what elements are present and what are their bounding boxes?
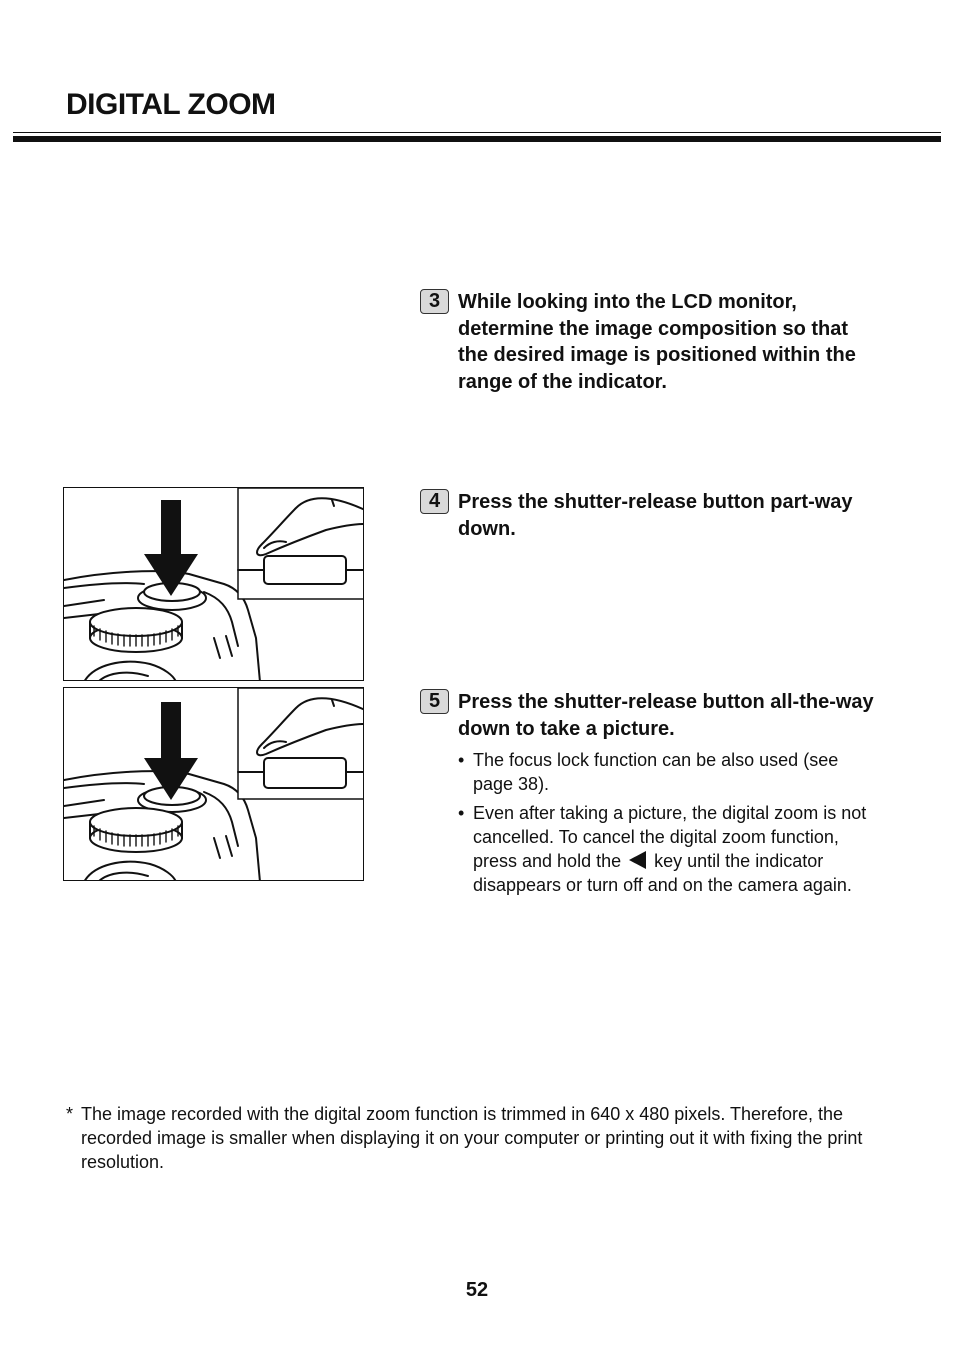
shutter-full-press-illustration bbox=[63, 687, 364, 881]
step-3 bbox=[420, 289, 880, 395]
step-number-badge: 5 bbox=[420, 689, 449, 714]
step-text: Press the shutter-release button all-the-way down to take a picture. bbox=[458, 691, 874, 740]
step-number-badge: 3 bbox=[420, 289, 449, 314]
camera-top-drawing bbox=[64, 688, 364, 881]
step-text: Press the shutter-release button part-way down. bbox=[458, 491, 853, 540]
page-number: 52 bbox=[465, 1279, 489, 1301]
shutter-half-press-illustration bbox=[63, 487, 364, 681]
step-number-badge: 4 bbox=[420, 489, 449, 514]
note-text-before: Even after taking a picture, the digital zoom is not cancelled. To cancel the digital zoom function, press and hold the bbox=[473, 803, 867, 871]
footnote-text: The image recorded with the digital zoom function is trimmed in 640 x 480 pixels. Therefore, the recorded image is smaller when displaying it on your computer or printing out it with fixing the print resolution. bbox=[81, 1104, 863, 1172]
header-rule-thick bbox=[13, 136, 941, 142]
footnote bbox=[66, 1102, 886, 1174]
step-5 bbox=[420, 689, 880, 902]
left-arrow-key-icon bbox=[629, 851, 646, 869]
camera-top-drawing bbox=[64, 488, 364, 681]
note-zoom-cancel bbox=[458, 801, 880, 897]
step-5-notes bbox=[458, 748, 880, 897]
step-4 bbox=[420, 489, 880, 542]
note-focus-lock: • The focus lock function can be also used (see page 38). bbox=[458, 748, 880, 796]
note-text-after: key until the indicator disappears or turn off and on the camera again. bbox=[473, 851, 852, 895]
step-text: While looking into the LCD monitor, determine the image composition so that the desired image is positioned within the range of the indicator. bbox=[458, 291, 856, 393]
page-title: DIGITAL ZOOM bbox=[66, 88, 276, 121]
header-rule-thin bbox=[13, 132, 941, 133]
footnote-marker: * bbox=[66, 1104, 74, 1124]
